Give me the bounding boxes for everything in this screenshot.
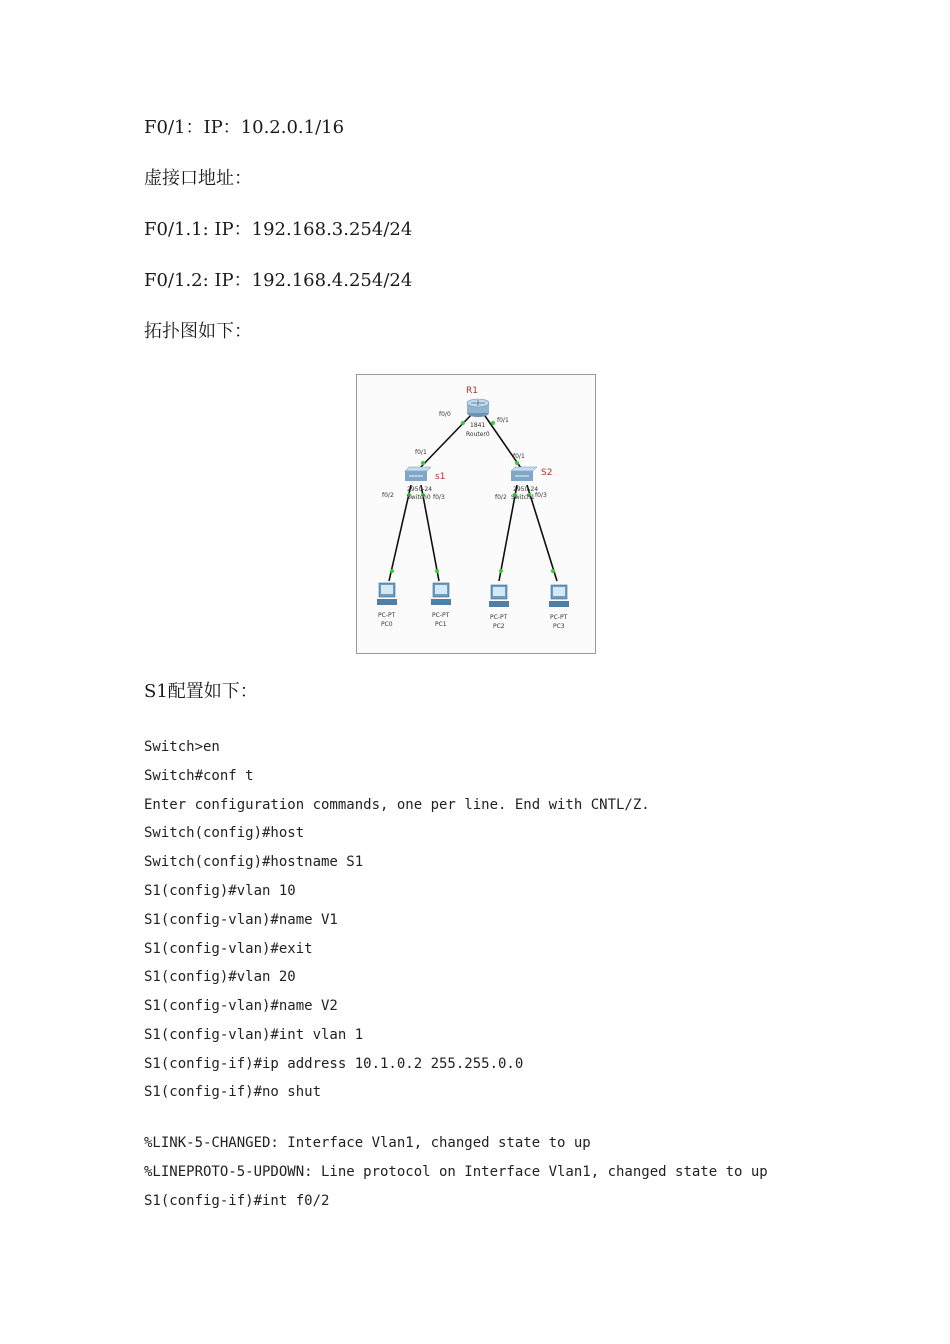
pc1-icon <box>431 583 451 605</box>
pc2-type: PC-PT <box>490 614 508 621</box>
s1-config-heading: S1配置如下： <box>144 681 258 702</box>
switch-s1-port-left: f0/2 <box>382 492 394 499</box>
topology-diagram <box>356 374 596 654</box>
log-line: %LINK-5-CHANGED: Interface Vlan1, changed state to up <box>144 1135 591 1151</box>
pc2-icon <box>489 585 509 607</box>
router-port-right: f0/1 <box>497 417 509 424</box>
config-line: Switch(config)#hostname S1 <box>144 854 364 870</box>
config-line: S1(config-if)#no shut <box>144 1084 322 1100</box>
switch-s1-port-right: f0/3 <box>433 494 445 501</box>
switch-s1-icon <box>405 467 431 481</box>
pc3-icon <box>549 585 569 607</box>
switch-s2-label: S2 <box>541 468 553 478</box>
config-line: Switch>en <box>144 739 220 755</box>
switch-s1-model: 2950-24 <box>407 486 433 493</box>
switch-s2-icon <box>511 467 537 481</box>
pc0-type: PC-PT <box>378 612 396 619</box>
router-name: Router0 <box>466 431 490 438</box>
config-line: S1(config-vlan)#name V1 <box>144 912 338 928</box>
config-line: S1(config)#vlan 20 <box>144 969 296 985</box>
log-line: %LINEPROTO-5-UPDOWN: Line protocol on Interface Vlan1, changed state to up <box>144 1164 768 1180</box>
link-router-s1 <box>417 413 473 471</box>
switch-s2-port-up: f0/1 <box>513 453 525 460</box>
intro-line-f0-1: F0/1：IP：10.2.0.1/16 <box>144 117 345 138</box>
config-line: Switch#conf t <box>144 768 254 784</box>
switch-s1-name: Switch0 <box>407 494 431 501</box>
config-line: S1(config-vlan)#exit <box>144 941 313 957</box>
config-line: Switch(config)#host <box>144 825 305 841</box>
switch-s1-label: s1 <box>435 472 446 482</box>
router-port-left: f0/0 <box>439 411 451 418</box>
switch-s2-model: 2950-24 <box>513 486 539 493</box>
config-line: S1(config-vlan)#name V2 <box>144 998 338 1014</box>
pc1-type: PC-PT <box>432 612 450 619</box>
router-icon <box>467 399 489 417</box>
log-line: S1(config-if)#int f0/2 <box>144 1193 330 1209</box>
router-top-label: R1 <box>466 386 478 396</box>
switch-s2-port-right: f0/3 <box>535 492 547 499</box>
switch-s2-port-left: f0/2 <box>495 494 507 501</box>
pc1-name: PC1 <box>435 621 447 628</box>
pc0-icon <box>377 583 397 605</box>
intro-line-f0-1-1: F0/1.1: IP：192.168.3.254/24 <box>144 219 413 240</box>
switch-s2-name: Switch1 <box>511 494 535 501</box>
switch-s1-port-up: f0/1 <box>415 449 427 456</box>
pc3-type: PC-PT <box>550 614 568 621</box>
config-line: Enter configuration commands, one per line. End with CNTL/Z. <box>144 797 650 813</box>
topology-heading: 拓扑图如下： <box>144 321 252 342</box>
config-line: S1(config)#vlan 10 <box>144 883 296 899</box>
router-model: 1841 <box>470 422 486 429</box>
config-line: S1(config-if)#ip address 10.1.0.2 255.255.0.0 <box>144 1056 524 1072</box>
config-line: S1(config-vlan)#int vlan 1 <box>144 1027 364 1043</box>
pc3-name: PC3 <box>553 623 565 630</box>
pc0-name: PC0 <box>381 621 393 628</box>
pc2-name: PC2 <box>493 623 505 630</box>
intro-line-f0-1-2: F0/1.2: IP：192.168.4.254/24 <box>144 270 413 291</box>
intro-line-virtual-interface: 虚接口地址： <box>144 168 252 189</box>
